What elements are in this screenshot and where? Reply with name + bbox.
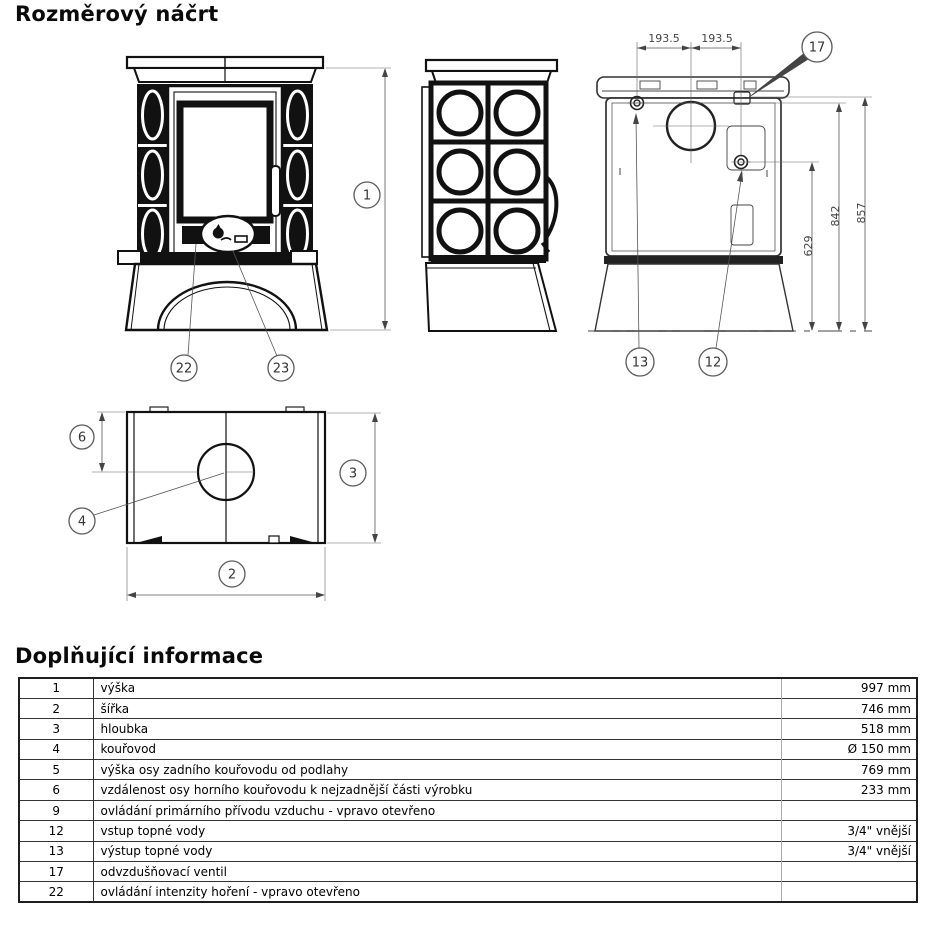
row-value: Ø 150 mm [781,739,917,759]
row-label: ovládání primárního přívodu vzduchu - vpravo otevřeno [93,800,781,820]
row-number: 17 [19,862,93,882]
row-label: vstup topné vody [93,821,781,841]
row-number: 2 [19,698,93,718]
drawing-section-title: Rozměrový náčrt [15,2,219,26]
svg-text:3: 3 [348,466,358,482]
row-value: 746 mm [781,698,917,718]
info-section-title: Doplňující informace [15,644,264,668]
svg-text:22: 22 [175,361,193,377]
info-table [18,677,918,903]
svg-text:4: 4 [77,514,87,530]
svg-text:629: 629 [802,235,815,257]
svg-text:193.5: 193.5 [701,32,733,45]
row-value [781,882,917,902]
row-label: ovládání intenzity hoření - vpravo otevřeno [93,882,781,902]
row-label: výška [93,678,781,698]
svg-text:193.5: 193.5 [648,32,680,45]
row-label: odvzdušňovací ventil [93,862,781,882]
svg-text:13: 13 [631,355,649,371]
table-row [19,780,917,800]
row-label: vzdálenost osy horního kouřovodu k nejzadnější části výrobku [93,780,781,800]
row-label: výstup topné vody [93,841,781,861]
svg-text:12: 12 [704,355,722,371]
row-value: 997 mm [781,678,917,698]
table-row [19,739,917,759]
row-label: výška osy zadního kouřovodu od podlahy [93,760,781,780]
svg-text:6: 6 [77,430,87,446]
door-handle [271,166,280,216]
table-row [19,821,917,841]
row-value: 518 mm [781,719,917,739]
table-row [19,800,917,820]
row-number: 6 [19,780,93,800]
svg-text:2: 2 [227,567,237,583]
row-label: šířka [93,698,781,718]
front-view [118,57,327,330]
svg-text:842: 842 [829,205,842,227]
side-view [422,60,557,331]
row-value: 3/4" vnější [781,841,917,861]
row-number: 1 [19,678,93,698]
door-medallion [201,216,255,252]
row-number: 9 [19,800,93,820]
table-row [19,678,917,698]
row-value [781,862,917,882]
row-number: 12 [19,821,93,841]
row-value [781,800,917,820]
svg-text:857: 857 [855,202,868,224]
table-row [19,882,917,902]
row-number: 3 [19,719,93,739]
row-number: 22 [19,882,93,902]
svg-text:17: 17 [808,40,826,56]
row-number: 5 [19,760,93,780]
row-value: 233 mm [781,780,917,800]
row-number: 4 [19,739,93,759]
svg-text:23: 23 [272,361,290,377]
top-view [127,407,325,543]
table-row [19,862,917,882]
svg-text:1: 1 [362,188,372,204]
row-label: kouřovod [93,739,781,759]
row-number: 13 [19,841,93,861]
table-row [19,841,917,861]
table-row [19,698,917,718]
table-row [19,760,917,780]
row-value: 769 mm [781,760,917,780]
row-value: 3/4" vnější [781,821,917,841]
table-row [19,719,917,739]
rear-view [588,77,872,331]
row-label: hloubka [93,719,781,739]
front-dim-height [326,68,391,330]
